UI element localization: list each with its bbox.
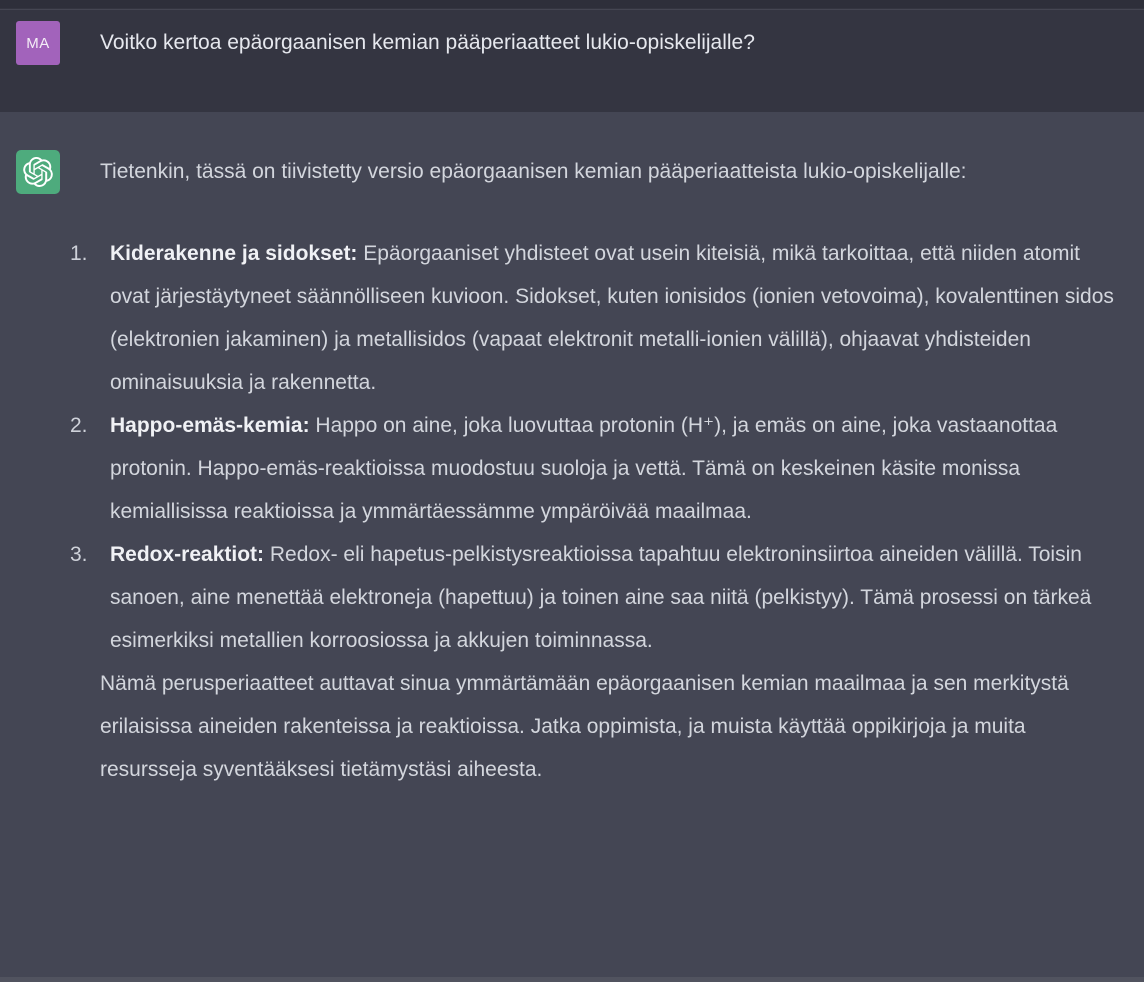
list-item [70, 404, 1114, 533]
numbered-list [70, 232, 1114, 662]
list-item [70, 232, 1114, 404]
list-item-marker: 2. [70, 414, 88, 437]
list-item-title: Kiderakenne ja sidokset: [110, 242, 358, 265]
list-item [70, 533, 1114, 662]
list-item-text [110, 404, 1114, 533]
assistant-intro: Tietenkin, tässä on tiivistetty versio epäorgaanisen kemian pääperiaatteista lukio-opiskelijalle: [100, 160, 967, 183]
list-item-title: Redox-reaktiot: [110, 543, 265, 566]
assistant-message-row [0, 112, 1144, 976]
user-message-row [0, 10, 1144, 112]
assistant-message-content [70, 150, 1114, 960]
list-item-body: Epäorgaaniset yhdisteet ovat usein kiteisiä, mikä tarkoittaa, että niiden atomit ovat järjestäytyneet säännölliseen kuvioon. Sidokset, kuten ionisidos (ionien vetovoima), kovalenttinen sidos (elektronien jakaminen) ja metallisidos (vapaat elektronit metalli-ionien välillä), ohjaavat yhdisteiden ominaisuuksia ja rakennetta. [110, 242, 1114, 394]
list-item-body: Redox- eli hapetus-pelkistysreaktioissa tapahtuu elektroninsiirtoa aineiden välillä. Toisin sanoen, aine menettää elektroneja (hapettuu) ja toinen aine saa niitä (pelkistyy). Tämä prosessi on tärkeä esimerkiksi metallien korroosiossa ja akkujen toiminnassa. [110, 543, 1092, 652]
assistant-outro: Nämä perusperiaatteet auttavat sinua ymmärtämään epäorgaanisen kemian maailmaa ja sen merkitystä erilaisissa aineiden rakenteissa ja reaktioissa. Jatka oppimista, ja muista käyttää oppikirjoja ja muita resursseja syventääksesi tietämystäsi aiheesta. [100, 672, 1069, 781]
openai-logo-icon [23, 157, 53, 187]
user-message-text: Voitko kertoa epäorgaanisen kemian pääperiaatteet lukio-opiskelijalle? [100, 31, 755, 54]
user-avatar-initials: MA [26, 34, 50, 52]
assistant-avatar [16, 150, 60, 194]
list-item-marker: 1. [70, 242, 88, 265]
list-item-marker: 3. [70, 543, 88, 566]
list-item-title: Happo-emäs-kemia: [110, 414, 310, 437]
user-avatar [16, 21, 60, 65]
bottom-bar [0, 977, 1144, 982]
window-top-edge [0, 0, 1144, 10]
list-item-text [110, 232, 1114, 404]
list-item-body: Happo on aine, joka luovuttaa protonin (H⁺), ja emäs on aine, joka vastaanottaa protonin. Happo-emäs-reaktioissa muodostuu suoloja ja vettä. Tämä on keskeinen käsite monissa kemiallisissa reaktioissa ja ymmärtäessämme ympäröivää maailmaa. [110, 414, 1058, 523]
list-item-text [110, 533, 1114, 662]
